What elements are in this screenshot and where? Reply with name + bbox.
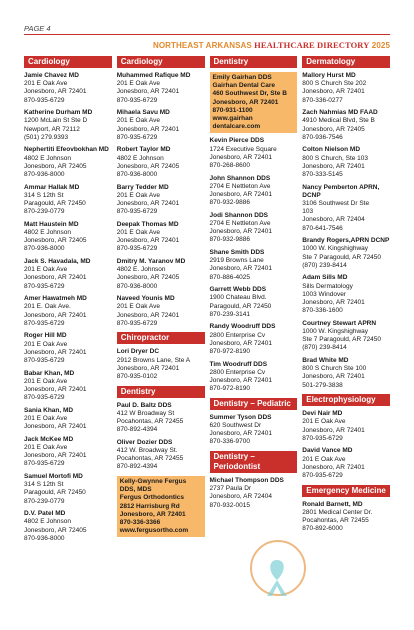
- provider-detail: 870-972-8190: [209, 348, 250, 356]
- provider-detail: Jonesboro, AR 72401: [209, 191, 273, 199]
- directory-column: [302, 56, 390, 547]
- provider-detail: 870-935-6729: [302, 434, 343, 442]
- provider-listing: [210, 323, 298, 356]
- provider-name: Brandy Rogers,APRN DCNP: [302, 237, 390, 245]
- provider-listing: [302, 357, 390, 390]
- provider-detail: Jonesboro, AR 72404: [302, 216, 365, 224]
- provider-detail: Jonesboro, AR 72404: [209, 493, 273, 501]
- provider-detail: 201 E Oak Ave: [116, 303, 160, 311]
- provider-detail: 2800 Enterprise Cv: [209, 331, 266, 339]
- provider-name: D.V. Patel MD: [24, 510, 66, 518]
- provider-detail: 870-935-6729: [24, 394, 65, 402]
- provider-detail: 2737 Paula Dr: [209, 485, 252, 493]
- provider-name: Deepak Thomas MD: [116, 220, 179, 228]
- provider-detail: 1724 Executive Square: [209, 145, 277, 153]
- provider-listing: [302, 274, 390, 315]
- provider-name: Adam Sills MD: [302, 274, 348, 282]
- provider-detail: 201 E Oak Ave: [116, 117, 160, 125]
- provider-detail: 870-935-6729: [24, 96, 65, 104]
- featured-listing-line: www.gairhan: [212, 115, 253, 123]
- provider-detail: 870-935-6729: [24, 357, 65, 365]
- provider-name: Matt Haustein MD: [24, 220, 79, 228]
- provider-name: David Vance MD: [302, 447, 353, 455]
- provider-detail: Pocahontas, AR 72455: [116, 455, 184, 463]
- provider-detail: Paragould, AR 72450: [24, 200, 86, 208]
- provider-detail: 4802 E Johnson: [24, 229, 71, 237]
- provider-listing: [117, 109, 205, 142]
- provider-detail: 800 S Church Ste 202: [302, 80, 367, 88]
- featured-listing-line: 870-336-3366: [119, 519, 161, 527]
- provider-detail: 1000 W. Kingshighway: [302, 328, 369, 336]
- provider-detail: 800 S Church Ste 100: [302, 365, 367, 373]
- provider-detail: (870) 239-8414: [302, 261, 347, 269]
- provider-detail: 870-886-4025: [209, 273, 250, 281]
- provider-name: Mallory Hurst MD: [302, 72, 356, 79]
- provider-detail: 2919 Browns Lane: [209, 257, 264, 265]
- provider-detail: 2704 E Nettleton Ave: [209, 220, 271, 228]
- provider-detail: Jonesboro, AR 72405: [24, 237, 87, 245]
- provider-detail: Jonesboro, AR 72401: [209, 339, 273, 347]
- featured-listing-line: Kelly-Gwynne Fergus: [119, 478, 187, 486]
- provider-name: Sania Khan, MD: [24, 406, 74, 414]
- provider-name: Lori Dryer DC: [116, 348, 160, 356]
- provider-detail: Jonesboro, AR 72401: [302, 162, 365, 170]
- provider-detail: Jonesboro, AR 72401: [116, 311, 180, 319]
- provider-detail: Jonesboro, AR 72401: [116, 88, 180, 96]
- provider-name: Summer Tyson DDS: [209, 413, 272, 421]
- provider-listing: [302, 501, 390, 534]
- provider-name: Robert Taylor MD: [116, 146, 171, 154]
- provider-listing: [210, 249, 298, 282]
- provider-detail: 870-935-6729: [24, 460, 65, 468]
- provider-detail: 1000 W. Kingshighway: [302, 245, 369, 253]
- provider-name: Kevin Pierce DDS: [209, 137, 265, 145]
- provider-detail: 870-936-7546: [302, 133, 343, 141]
- provider-detail: 501-279-3838: [302, 381, 343, 389]
- provider-listing: [117, 439, 205, 472]
- featured-listing: [210, 72, 298, 133]
- provider-detail: Pocahontas, AR 72455: [116, 418, 184, 426]
- provider-detail: 1200 McLain St Ste D: [24, 117, 88, 125]
- provider-detail: 870-336-1600: [302, 307, 343, 315]
- provider-listing: [210, 175, 298, 208]
- provider-detail: Jonesboro, AR 72405: [116, 274, 180, 282]
- provider-detail: Pocahontas, AR 72455: [302, 517, 369, 525]
- section-header: [210, 451, 298, 473]
- provider-detail: 870-936-8000: [116, 171, 158, 179]
- provider-name: Nancy Pemberton APRN, DCNP: [302, 183, 380, 199]
- provider-detail: 412 W Broadway St: [116, 409, 175, 417]
- provider-name: Barry Tedder MD: [116, 183, 169, 191]
- provider-name: Randy Woodruff DDS: [209, 323, 276, 331]
- provider-detail: Jonesboro, AR 72401: [24, 88, 87, 96]
- provider-detail: 4802 E Johnson: [24, 154, 71, 162]
- provider-detail: 870-936-8000: [116, 282, 158, 290]
- provider-name: Oliver Dozier DDS: [116, 438, 173, 446]
- directory-columns: [24, 56, 390, 547]
- provider-detail: Jonesboro, AR 72405: [302, 125, 365, 133]
- provider-name: Babar Khan, MD: [24, 369, 75, 377]
- provider-detail: Jonesboro, AR 72401: [209, 228, 273, 236]
- provider-detail: Ste 7 Paragould, AR 72450: [302, 336, 382, 344]
- provider-name: Dmitry M. Yaranov MD: [116, 258, 186, 266]
- provider-name: Roger Hill MD: [24, 332, 67, 340]
- featured-listing-line: DDS, MDS: [119, 486, 152, 494]
- provider-listing: [117, 184, 205, 217]
- section-header: Cardiology: [24, 56, 112, 68]
- provider-detail: Jonesboro, AR 72401: [116, 364, 180, 372]
- provider-name: Jack McKee MD: [24, 435, 74, 443]
- provider-detail: 4802 E Johnson: [24, 518, 71, 526]
- provider-name: Katherine Durham MD: [24, 109, 93, 117]
- provider-name: John Shannon DDS: [209, 174, 271, 182]
- provider-listing: [117, 348, 205, 381]
- provider-listing: [24, 258, 112, 291]
- provider-detail: Jonesboro, AR 72401: [24, 386, 87, 394]
- provider-detail: 870-932-9886: [209, 236, 250, 244]
- provider-detail: Jonesboro, AR 72401: [209, 430, 273, 438]
- provider-listing: [210, 477, 298, 510]
- provider-detail: Jonesboro, AR 72401: [24, 423, 87, 431]
- provider-detail: Paragould, AR 72450: [209, 302, 272, 310]
- provider-detail: 4802 E. Johnson: [116, 266, 166, 274]
- provider-name: Paul D. Baltz DDS: [116, 401, 172, 409]
- provider-listing: [24, 473, 112, 506]
- provider-detail: Paragould, AR 72450: [24, 489, 86, 497]
- provider-detail: 870-932-0015: [209, 501, 250, 509]
- section-header: Dentistry: [117, 386, 205, 398]
- directory-column: [24, 56, 112, 547]
- provider-detail: 1003 Windover: [302, 290, 346, 298]
- provider-listing: [24, 146, 112, 179]
- provider-detail: Jonesboro, AR 72401: [116, 125, 180, 133]
- provider-detail: (870) 239-8414: [302, 344, 347, 352]
- provider-detail: 2912 Browns Lane, Ste A: [116, 356, 191, 364]
- provider-listing: [302, 447, 390, 480]
- provider-detail: 103: [302, 208, 314, 216]
- provider-detail: 201 E Oak Ave: [302, 418, 346, 426]
- provider-listing: [302, 109, 390, 142]
- provider-detail: 1900 Chateau Blvd.: [209, 294, 267, 302]
- provider-detail: Jonesboro, AR 72401: [302, 373, 365, 381]
- directory-column: [210, 56, 298, 547]
- provider-detail: 870-935-0102: [116, 373, 158, 381]
- featured-listing-line: Jonesboro, AR 72401: [119, 510, 186, 518]
- provider-detail: 870-892-4394: [116, 463, 158, 471]
- provider-detail: 870-268-8600: [209, 162, 250, 170]
- provider-listing: [210, 361, 298, 394]
- featured-listing: [117, 476, 205, 537]
- provider-detail: Jonesboro, AR 72401: [302, 299, 365, 307]
- provider-detail: 870-935-6729: [116, 319, 158, 327]
- provider-detail: 870-972-8190: [209, 385, 250, 393]
- provider-listing: [210, 286, 298, 319]
- provider-detail: 412 W. Broadway St.: [116, 447, 178, 455]
- provider-detail: 870-336-9700: [209, 438, 250, 446]
- provider-detail: Jonesboro, AR 72401: [24, 348, 87, 356]
- provider-listing: [24, 72, 112, 105]
- provider-detail: Newport, AR 72112: [24, 125, 80, 133]
- featured-listing-line: Fergus Orthodontics: [119, 494, 185, 502]
- masthead-title: HEALTHCARE DIRECTORY: [254, 40, 370, 50]
- provider-listing: [117, 221, 205, 254]
- provider-listing: [24, 295, 112, 328]
- provider-listing: [302, 320, 390, 353]
- provider-detail: Jonesboro, AR 72401: [302, 88, 365, 96]
- provider-detail: Ste 7 Paragould, AR 72450: [302, 253, 382, 261]
- provider-detail: 2704 E Nettleton Ave: [209, 182, 271, 190]
- provider-listing: [302, 146, 390, 179]
- awareness-ribbon-icon: [262, 558, 292, 598]
- provider-detail: 2800 Enterprise Cv: [209, 368, 266, 376]
- provider-detail: Jonesboro, AR 72401: [209, 265, 273, 273]
- provider-detail: 870-935-6729: [116, 96, 158, 104]
- section-header: Electrophysiology: [302, 394, 390, 406]
- provider-detail: 870-935-6729: [24, 282, 65, 290]
- provider-listing: [117, 72, 205, 105]
- featured-listing-line: Jonesboro, AR 72401: [212, 98, 279, 106]
- provider-detail: 870-892-6000: [302, 525, 343, 533]
- provider-name: Mihaela Savu MD: [116, 109, 170, 117]
- provider-name: Colton Nielson MD: [302, 146, 361, 154]
- provider-name: Jodi Shannon DDS: [209, 211, 268, 219]
- provider-detail: 870-641-7546: [302, 224, 343, 232]
- section-header: Emergency Medicine: [302, 485, 390, 497]
- provider-listing: [302, 184, 390, 233]
- provider-listing: [117, 258, 205, 291]
- provider-detail: Jonesboro, AR 72401: [24, 452, 87, 460]
- provider-listing: [24, 332, 112, 365]
- provider-name: Samuel Mortofi MD: [24, 473, 83, 481]
- section-header-line: Dentistry –: [213, 452, 255, 462]
- provider-name: Ronald Barnett, MD: [302, 500, 363, 508]
- provider-detail: 870-935-6729: [116, 208, 158, 216]
- provider-name: Ammar Hallak MD: [24, 183, 80, 191]
- masthead-year: 2025: [371, 41, 390, 50]
- provider-listing: [302, 410, 390, 443]
- provider-name: Shane Smith DDS: [209, 249, 265, 257]
- provider-detail: 870-935-6729: [302, 472, 343, 480]
- page-number: PAGE 4: [24, 24, 51, 33]
- provider-detail: Jonesboro, AR 72401: [116, 200, 180, 208]
- provider-detail: 870-239-0779: [24, 208, 65, 216]
- provider-detail: 4802 E Johnson: [116, 154, 164, 162]
- top-rule: [24, 34, 390, 35]
- provider-detail: Jonesboro, AR 72405: [116, 162, 180, 170]
- provider-detail: Jonesboro, AR 72401: [209, 153, 273, 161]
- featured-listing-line: www.fergusortho.com: [119, 527, 189, 535]
- provider-detail: 870-936-8000: [24, 171, 65, 179]
- provider-detail: 201 E. Oak Ave.: [24, 303, 71, 311]
- featured-listing-line: Emily Gairhan DDS: [212, 74, 272, 81]
- provider-listing: [210, 137, 298, 170]
- provider-detail: 870-333-5145: [302, 171, 343, 179]
- provider-detail: 201 E Oak Ave: [24, 377, 68, 385]
- masthead-prefix: NORTHEAST ARKANSAS: [152, 41, 252, 50]
- provider-detail: Jonesboro, AR 72401: [24, 311, 87, 319]
- provider-detail: (501) 279.9393: [24, 133, 69, 141]
- provider-listing: [302, 237, 390, 270]
- provider-name: Garrett Webb DDS: [209, 286, 267, 294]
- section-header: Dentistry – Pediatric: [210, 398, 298, 410]
- provider-listing: [24, 109, 112, 142]
- provider-name: Tim Woodruff DDS: [209, 360, 268, 368]
- provider-detail: Jonesboro, AR 72405: [24, 162, 87, 170]
- provider-detail: 870-336-0277: [302, 96, 343, 104]
- provider-detail: Jonesboro, AR 72401: [302, 426, 365, 434]
- provider-detail: 201 E Oak Ave: [302, 455, 346, 463]
- provider-name: Amer Hawatmeh MD: [24, 295, 87, 303]
- provider-name: Devi Nair MD: [302, 410, 343, 418]
- provider-detail: 201 E Oak Ave: [24, 444, 68, 452]
- provider-listing: [210, 212, 298, 245]
- provider-listing: [117, 146, 205, 179]
- directory-column: [117, 56, 205, 547]
- provider-listing: [24, 436, 112, 469]
- provider-name: Nephertiti Efeovbokhan MD: [24, 146, 109, 154]
- provider-detail: 870-935-6729: [116, 133, 158, 141]
- provider-listing: [117, 295, 205, 328]
- provider-detail: 800 S Church, Ste 103: [302, 154, 369, 162]
- provider-detail: 201 E Oak Ave: [24, 80, 68, 88]
- provider-detail: 3106 Southwest Dr Ste: [302, 200, 370, 208]
- featured-listing-line: 2812 Harrisburg Rd: [119, 502, 180, 510]
- provider-detail: 870-935-6729: [116, 245, 158, 253]
- provider-listing: [24, 184, 112, 217]
- section-header: Dermatology: [302, 56, 390, 68]
- provider-listing: [24, 510, 112, 543]
- provider-detail: 201 E Oak Ave: [24, 266, 68, 274]
- provider-name: Courtney Stewart APRN: [302, 319, 377, 327]
- provider-name: Muhammed Rafique MD: [116, 72, 191, 79]
- provider-detail: 201 E Oak Ave: [116, 80, 160, 88]
- provider-detail: Jonesboro, AR 72401: [24, 274, 87, 282]
- provider-name: Michael Thompson DDS: [209, 477, 284, 485]
- provider-detail: 870-936-8000: [24, 245, 65, 253]
- provider-listing: [24, 370, 112, 403]
- provider-listing: [210, 414, 298, 447]
- featured-listing-line: 870-931-1100: [212, 106, 253, 114]
- provider-detail: Jonesboro, AR 72401: [116, 237, 180, 245]
- featured-listing-line: 460 Southwest Dr, Ste B: [212, 90, 287, 98]
- provider-name: Jamie Chavez MD: [24, 72, 79, 79]
- provider-detail: Sills Dermatology: [302, 282, 353, 290]
- provider-detail: 314 S 12th St: [24, 481, 64, 489]
- provider-name: Naveed Younis MD: [116, 295, 175, 303]
- provider-detail: 201 E Oak Ave: [24, 340, 68, 348]
- section-header-line: Periodontist: [213, 462, 261, 472]
- provider-detail: Jonesboro, AR 72405: [24, 526, 87, 534]
- provider-detail: Jonesboro, AR 72401: [209, 377, 273, 385]
- section-header: Cardiology: [117, 56, 205, 68]
- provider-detail: Jonesboro, AR 72401: [302, 463, 365, 471]
- provider-listing: [24, 407, 112, 432]
- section-header: Chiropractor: [117, 332, 205, 344]
- provider-detail: 870-239-3141: [209, 310, 250, 318]
- masthead: [153, 40, 390, 50]
- provider-listing: [117, 402, 205, 435]
- provider-detail: 620 Southwest Dr: [209, 422, 262, 430]
- provider-detail: 870-936-8000: [24, 534, 65, 542]
- provider-listing: [302, 72, 390, 105]
- provider-detail: 201 E Oak Ave: [24, 415, 68, 423]
- provider-detail: 870-932-9886: [209, 199, 250, 207]
- provider-detail: 201 E Oak Ave: [116, 229, 160, 237]
- provider-name: Brad White MD: [302, 357, 349, 365]
- section-header: Dentistry: [210, 56, 298, 68]
- provider-detail: 2801 Medical Center Dr.: [302, 508, 373, 516]
- provider-detail: 4910 Medical Blvd, Ste B: [302, 117, 375, 125]
- provider-detail: 870-239-0779: [24, 497, 65, 505]
- provider-detail: 201 E Oak Ave: [116, 191, 160, 199]
- provider-listing: [24, 221, 112, 254]
- provider-name: Jack S. Havadala, MD: [24, 258, 91, 266]
- provider-detail: 870-892-4394: [116, 426, 158, 434]
- provider-name: Zach Nahmias MD FAAD: [302, 109, 378, 117]
- provider-detail: 870-935-6729: [24, 319, 65, 327]
- featured-listing-line: Gairhan Dental Care: [212, 82, 275, 90]
- featured-listing-line: dentalcare.com: [212, 123, 261, 131]
- provider-detail: 314 S 12th St: [24, 191, 64, 199]
